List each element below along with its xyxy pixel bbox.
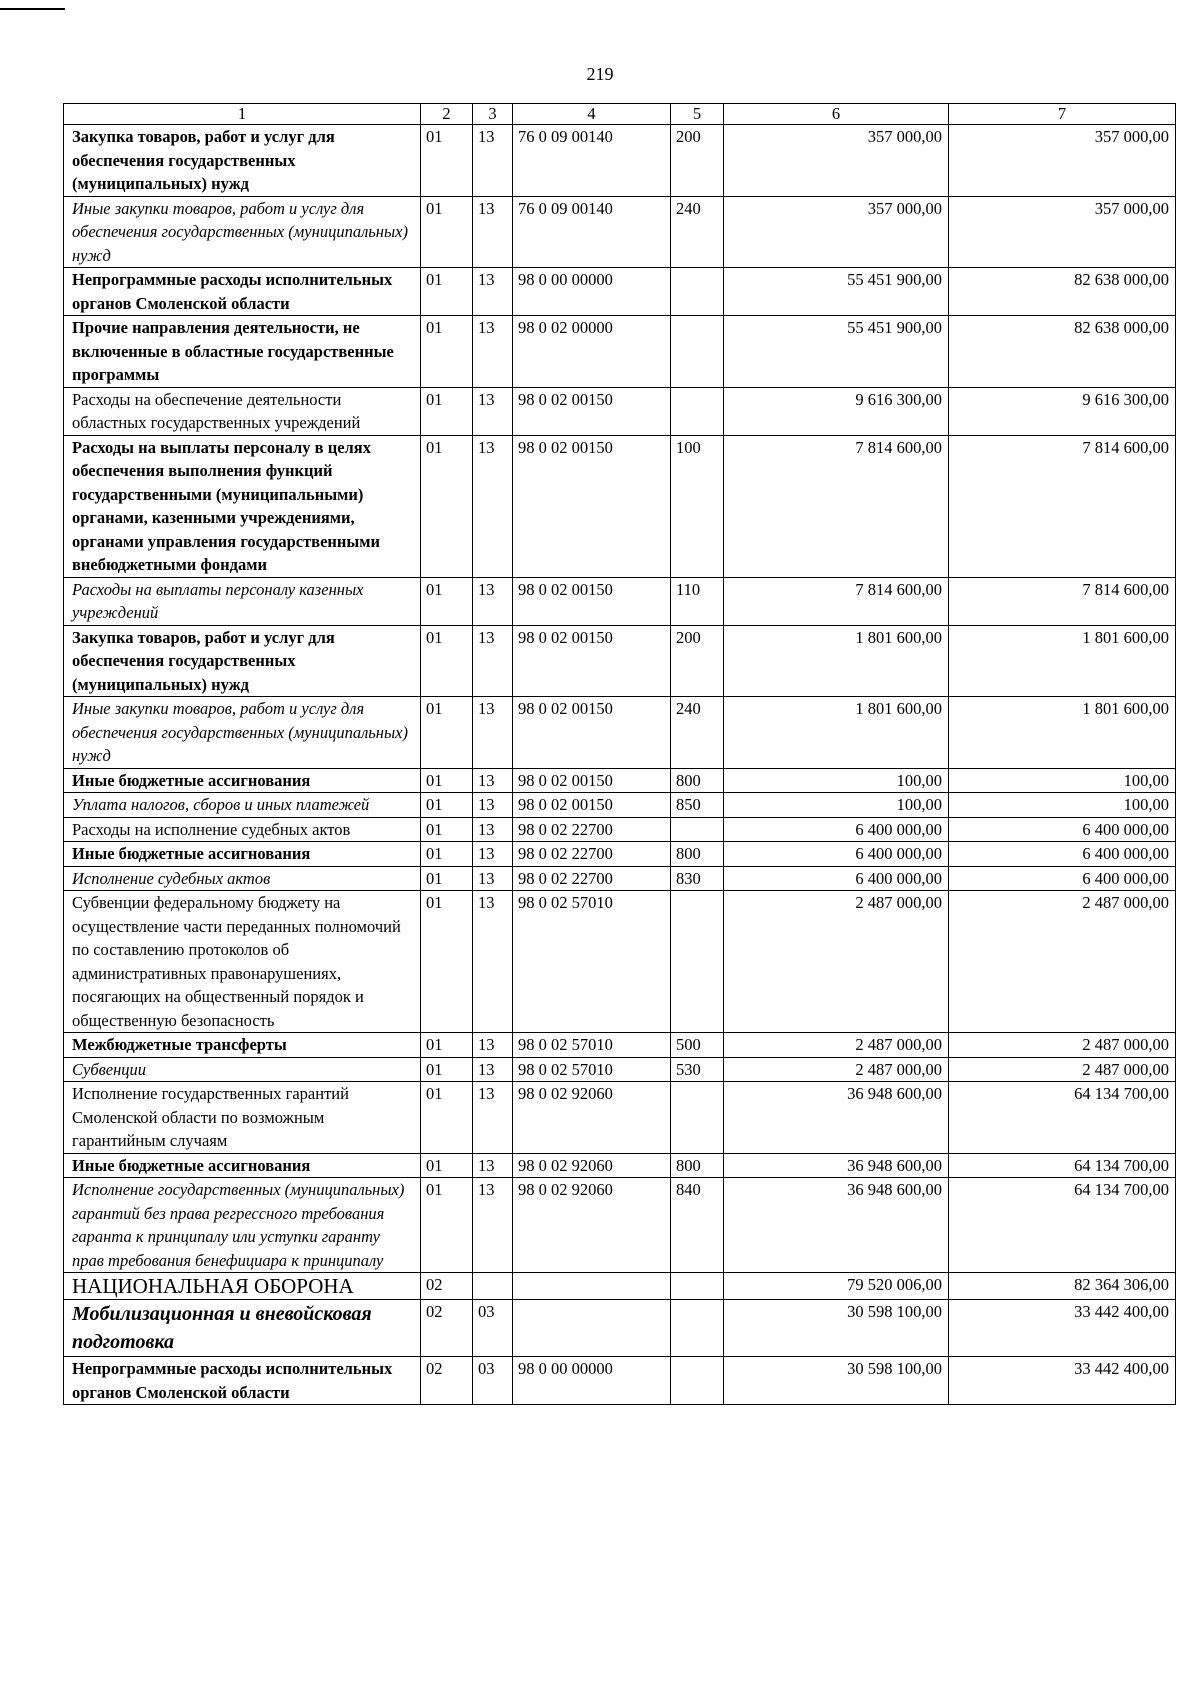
section-code-cell: 02: [421, 1357, 473, 1405]
expense-type-cell: [671, 1273, 724, 1300]
amount-col6-cell: 2 487 000,00: [724, 1057, 949, 1082]
subsection-code-cell: 13: [473, 842, 513, 867]
amount-col7-cell: 7 814 600,00: [949, 435, 1176, 577]
section-code-cell: 01: [421, 1153, 473, 1178]
target-article-cell: 98 0 02 57010: [513, 1057, 671, 1082]
table-row: [64, 697, 1176, 769]
amount-col7-cell: 82 638 000,00: [949, 268, 1176, 316]
section-code-cell: 01: [421, 625, 473, 697]
subsection-code-cell: 13: [473, 1082, 513, 1154]
subsection-code-cell: 13: [473, 768, 513, 793]
expense-type-cell: 850: [671, 793, 724, 818]
table-header: [64, 104, 1176, 125]
expense-type-cell: 840: [671, 1178, 724, 1273]
amount-col6-cell: 55 451 900,00: [724, 316, 949, 388]
amount-col7-cell: 7 814 600,00: [949, 577, 1176, 625]
expense-name-cell: Межбюджетные трансферты: [64, 1033, 421, 1058]
amount-col7-cell: 2 487 000,00: [949, 1033, 1176, 1058]
target-article-cell: [513, 1300, 671, 1357]
target-article-cell: 98 0 02 57010: [513, 891, 671, 1033]
amount-col7-cell: 82 364 306,00: [949, 1273, 1176, 1300]
table-row: [64, 577, 1176, 625]
table-row: [64, 435, 1176, 577]
section-code-cell: 01: [421, 577, 473, 625]
section-code-cell: 01: [421, 817, 473, 842]
amount-col7-cell: 2 487 000,00: [949, 1057, 1176, 1082]
table-row: [64, 1300, 1176, 1357]
amount-col6-cell: 6 400 000,00: [724, 842, 949, 867]
amount-col6-cell: 7 814 600,00: [724, 435, 949, 577]
column-header: 1: [64, 104, 421, 125]
table-row: [64, 817, 1176, 842]
amount-col7-cell: 9 616 300,00: [949, 387, 1176, 435]
table-row: [64, 1357, 1176, 1405]
section-code-cell: 01: [421, 125, 473, 197]
target-article-cell: 98 0 02 92060: [513, 1178, 671, 1273]
amount-col7-cell: 100,00: [949, 793, 1176, 818]
subsection-code-cell: 13: [473, 268, 513, 316]
expense-type-cell: [671, 1300, 724, 1357]
amount-col7-cell: 33 442 400,00: [949, 1300, 1176, 1357]
subsection-code-cell: 13: [473, 625, 513, 697]
amount-col7-cell: 6 400 000,00: [949, 866, 1176, 891]
table-row: [64, 1273, 1176, 1300]
amount-col7-cell: 6 400 000,00: [949, 817, 1176, 842]
amount-col6-cell: 7 814 600,00: [724, 577, 949, 625]
section-code-cell: 01: [421, 1033, 473, 1058]
section-code-cell: 01: [421, 387, 473, 435]
expense-name-cell: Субвенции федеральному бюджету на осуществление части переданных полномочий по составлению протоколов об административных правонарушениях, посягающих на общественный порядок и общественную безопасность: [64, 891, 421, 1033]
subsection-code-cell: 13: [473, 891, 513, 1033]
subsection-code-cell: 03: [473, 1300, 513, 1357]
section-code-cell: 01: [421, 891, 473, 1033]
subsection-code-cell: 13: [473, 196, 513, 268]
amount-col6-cell: 2 487 000,00: [724, 891, 949, 1033]
amount-col6-cell: 36 948 600,00: [724, 1178, 949, 1273]
amount-col6-cell: 79 520 006,00: [724, 1273, 949, 1300]
amount-col6-cell: 36 948 600,00: [724, 1153, 949, 1178]
subsection-code-cell: 13: [473, 435, 513, 577]
subsection-code-cell: 13: [473, 817, 513, 842]
subsection-code-cell: 13: [473, 1057, 513, 1082]
expense-type-cell: 800: [671, 842, 724, 867]
target-article-cell: 98 0 02 00000: [513, 316, 671, 388]
column-header: 5: [671, 104, 724, 125]
expense-type-cell: [671, 1357, 724, 1405]
table-row: [64, 768, 1176, 793]
amount-col7-cell: 357 000,00: [949, 196, 1176, 268]
budget-table: [63, 103, 1176, 1405]
page-number: 219: [586, 64, 614, 84]
table-row: [64, 316, 1176, 388]
expense-type-cell: [671, 316, 724, 388]
amount-col6-cell: 357 000,00: [724, 125, 949, 197]
amount-col7-cell: 64 134 700,00: [949, 1153, 1176, 1178]
amount-col7-cell: 2 487 000,00: [949, 891, 1176, 1033]
expense-type-cell: 530: [671, 1057, 724, 1082]
subsection-code-cell: 13: [473, 697, 513, 769]
amount-col7-cell: 1 801 600,00: [949, 697, 1176, 769]
subsection-code-cell: 03: [473, 1357, 513, 1405]
expense-type-cell: 240: [671, 196, 724, 268]
amount-col6-cell: 30 598 100,00: [724, 1300, 949, 1357]
expense-type-cell: [671, 817, 724, 842]
subsection-code-cell: 13: [473, 387, 513, 435]
amount-col6-cell: 6 400 000,00: [724, 817, 949, 842]
table-row: [64, 625, 1176, 697]
target-article-cell: 98 0 00 00000: [513, 268, 671, 316]
expense-name-cell: Исполнение государственных гарантий Смоленской области по возможным гарантийным случаям: [64, 1082, 421, 1154]
expense-name-cell: Закупка товаров, работ и услуг для обеспечения государственных (муниципальных) нужд: [64, 125, 421, 197]
target-article-cell: 98 0 02 00150: [513, 387, 671, 435]
subsection-code-cell: [473, 1273, 513, 1300]
section-code-cell: 01: [421, 196, 473, 268]
subsection-code-cell: 13: [473, 125, 513, 197]
table-row: [64, 268, 1176, 316]
target-article-cell: 76 0 09 00140: [513, 125, 671, 197]
expense-name-cell: Прочие направления деятельности, не включенные в областные государственные программы: [64, 316, 421, 388]
table-row: [64, 866, 1176, 891]
expense-name-cell: Иные бюджетные ассигнования: [64, 1153, 421, 1178]
target-article-cell: 98 0 02 00150: [513, 577, 671, 625]
target-article-cell: 98 0 02 92060: [513, 1082, 671, 1154]
subsection-code-cell: 13: [473, 1178, 513, 1273]
expense-type-cell: 240: [671, 697, 724, 769]
section-code-cell: 01: [421, 866, 473, 891]
table-row: [64, 1057, 1176, 1082]
subsection-code-cell: 13: [473, 793, 513, 818]
subsection-code-cell: 13: [473, 1153, 513, 1178]
amount-col6-cell: 30 598 100,00: [724, 1357, 949, 1405]
expense-type-cell: [671, 1082, 724, 1154]
expense-type-cell: 830: [671, 866, 724, 891]
expense-name-cell: Субвенции: [64, 1057, 421, 1082]
target-article-cell: 98 0 02 22700: [513, 842, 671, 867]
expense-name-cell: Иные закупки товаров, работ и услуг для обеспечения государственных (муниципальных) нужд: [64, 196, 421, 268]
expense-type-cell: [671, 891, 724, 1033]
target-article-cell: 98 0 02 22700: [513, 817, 671, 842]
target-article-cell: 98 0 02 00150: [513, 435, 671, 577]
section-code-cell: 01: [421, 1178, 473, 1273]
amount-col6-cell: 2 487 000,00: [724, 1033, 949, 1058]
header-row: [64, 104, 1176, 125]
expense-name-cell: Непрограммные расходы исполнительных органов Смоленской области: [64, 268, 421, 316]
amount-col7-cell: 33 442 400,00: [949, 1357, 1176, 1405]
table-row: [64, 891, 1176, 1033]
column-header: 4: [513, 104, 671, 125]
scan-corner-line: [0, 8, 65, 10]
table-row: [64, 1178, 1176, 1273]
amount-col7-cell: 64 134 700,00: [949, 1082, 1176, 1154]
table-row: [64, 793, 1176, 818]
expense-type-cell: 110: [671, 577, 724, 625]
expense-name-cell: Мобилизационная и вневойсковая подготовка: [64, 1300, 421, 1357]
section-code-cell: 01: [421, 268, 473, 316]
table-row: [64, 196, 1176, 268]
expense-type-cell: 800: [671, 1153, 724, 1178]
table-row: [64, 1082, 1176, 1154]
table-row: [64, 842, 1176, 867]
subsection-code-cell: 13: [473, 866, 513, 891]
amount-col6-cell: 6 400 000,00: [724, 866, 949, 891]
expense-name-cell: Иные закупки товаров, работ и услуг для обеспечения государственных (муниципальных) нужд: [64, 697, 421, 769]
expense-type-cell: 800: [671, 768, 724, 793]
subsection-code-cell: 13: [473, 1033, 513, 1058]
section-code-cell: 02: [421, 1273, 473, 1300]
amount-col6-cell: 1 801 600,00: [724, 697, 949, 769]
amount-col7-cell: 100,00: [949, 768, 1176, 793]
table-row: [64, 125, 1176, 197]
expense-type-cell: 500: [671, 1033, 724, 1058]
target-article-cell: 98 0 02 00150: [513, 768, 671, 793]
amount-col7-cell: 6 400 000,00: [949, 842, 1176, 867]
target-article-cell: 98 0 02 00150: [513, 697, 671, 769]
column-header: 7: [949, 104, 1176, 125]
expense-type-cell: 200: [671, 125, 724, 197]
table-row: [64, 387, 1176, 435]
column-header: 2: [421, 104, 473, 125]
amount-col6-cell: 9 616 300,00: [724, 387, 949, 435]
expense-name-cell: Уплата налогов, сборов и иных платежей: [64, 793, 421, 818]
amount-col6-cell: 55 451 900,00: [724, 268, 949, 316]
table-row: [64, 1033, 1176, 1058]
amount-col6-cell: 100,00: [724, 768, 949, 793]
expense-name-cell: Расходы на обеспечение деятельности областных государственных учреждений: [64, 387, 421, 435]
target-article-cell: 98 0 02 57010: [513, 1033, 671, 1058]
expense-name-cell: НАЦИОНАЛЬНАЯ ОБОРОНА: [64, 1273, 421, 1300]
section-code-cell: 01: [421, 768, 473, 793]
expense-type-cell: 200: [671, 625, 724, 697]
subsection-code-cell: 13: [473, 577, 513, 625]
amount-col7-cell: 1 801 600,00: [949, 625, 1176, 697]
section-code-cell: 01: [421, 842, 473, 867]
target-article-cell: [513, 1273, 671, 1300]
expense-name-cell: Закупка товаров, работ и услуг для обеспечения государственных (муниципальных) нужд: [64, 625, 421, 697]
section-code-cell: 01: [421, 1082, 473, 1154]
column-header: 3: [473, 104, 513, 125]
section-code-cell: 02: [421, 1300, 473, 1357]
column-header: 6: [724, 104, 949, 125]
expense-name-cell: Непрограммные расходы исполнительных органов Смоленской области: [64, 1357, 421, 1405]
amount-col7-cell: 82 638 000,00: [949, 316, 1176, 388]
expense-type-cell: [671, 268, 724, 316]
amount-col7-cell: 357 000,00: [949, 125, 1176, 197]
expense-type-cell: [671, 387, 724, 435]
expense-type-cell: 100: [671, 435, 724, 577]
amount-col6-cell: 36 948 600,00: [724, 1082, 949, 1154]
target-article-cell: 98 0 00 00000: [513, 1357, 671, 1405]
section-code-cell: 01: [421, 793, 473, 818]
target-article-cell: 98 0 02 22700: [513, 866, 671, 891]
amount-col6-cell: 1 801 600,00: [724, 625, 949, 697]
section-code-cell: 01: [421, 697, 473, 769]
amount-col7-cell: 64 134 700,00: [949, 1178, 1176, 1273]
amount-col6-cell: 357 000,00: [724, 196, 949, 268]
expense-name-cell: Расходы на выплаты персоналу в целях обеспечения выполнения функций государственными (муниципальными) органами, казенными учреждениями, органами управления государственными внебюджетными фондами: [64, 435, 421, 577]
subsection-code-cell: 13: [473, 316, 513, 388]
expense-name-cell: Иные бюджетные ассигнования: [64, 768, 421, 793]
section-code-cell: 01: [421, 1057, 473, 1082]
expense-name-cell: Расходы на исполнение судебных актов: [64, 817, 421, 842]
expense-name-cell: Иные бюджетные ассигнования: [64, 842, 421, 867]
target-article-cell: 98 0 02 00150: [513, 625, 671, 697]
section-code-cell: 01: [421, 316, 473, 388]
target-article-cell: 98 0 02 00150: [513, 793, 671, 818]
table-body: [64, 125, 1176, 1405]
target-article-cell: 98 0 02 92060: [513, 1153, 671, 1178]
expense-name-cell: Расходы на выплаты персоналу казенных учреждений: [64, 577, 421, 625]
section-code-cell: 01: [421, 435, 473, 577]
target-article-cell: 76 0 09 00140: [513, 196, 671, 268]
table-row: [64, 1153, 1176, 1178]
expense-name-cell: Исполнение государственных (муниципальных) гарантий без права регрессного требования гаранта к принципалу или уступки гаранту прав требования бенефициара к принципалу: [64, 1178, 421, 1273]
expense-name-cell: Исполнение судебных актов: [64, 866, 421, 891]
amount-col6-cell: 100,00: [724, 793, 949, 818]
